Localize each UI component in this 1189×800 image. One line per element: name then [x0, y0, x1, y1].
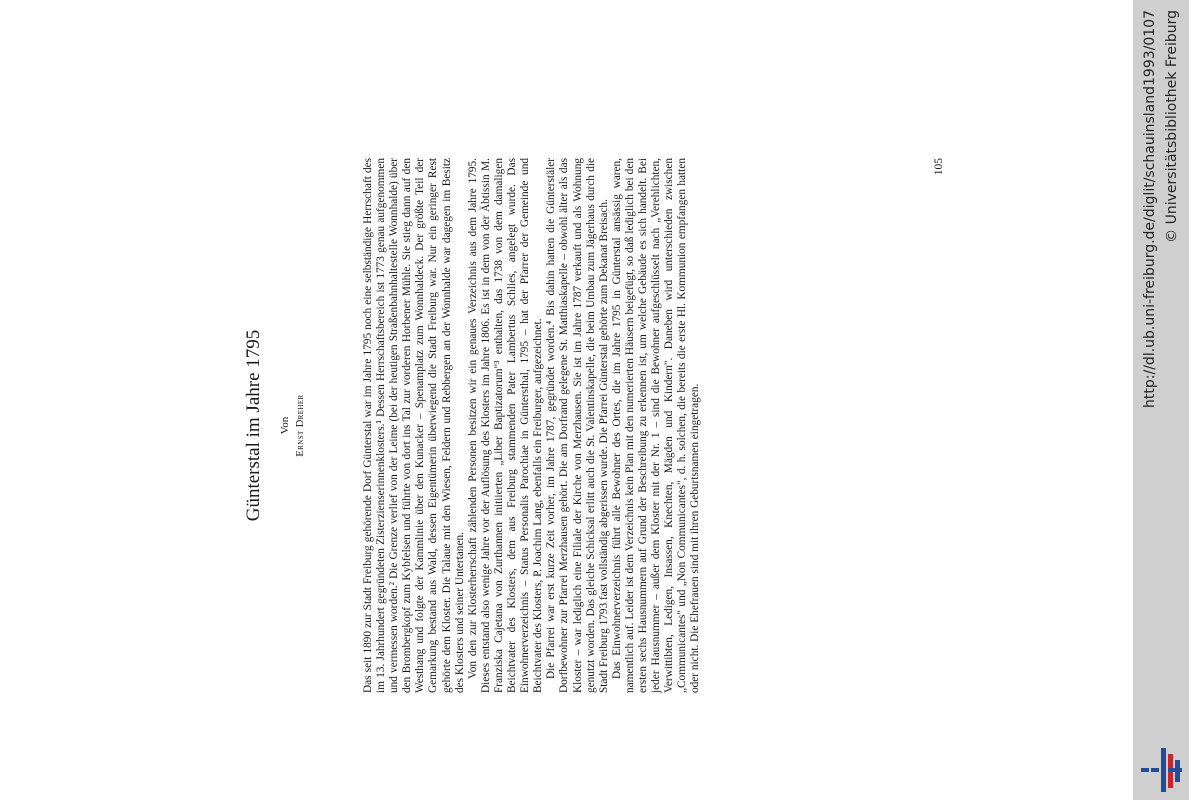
logo-bar-1 — [1141, 768, 1149, 772]
page-number: 105 — [933, 158, 945, 176]
ub-freiburg-logo-icon[interactable] — [1139, 746, 1185, 794]
logo-bar-3 — [1161, 748, 1166, 792]
paragraph-2: Von den zur Klosterherrschaft zählenden Personen besitzen wir ein genaues Verzeichnis aus dem Jahre 1795. Dieses entstand also wenige Jahre vor der Auflösung des Klosters im Jahre 1806. Es ist in dem von der Äbtissin M. Franziska Cajetana von Zurthannen initiierten „Liber Baptizatorum"³ enthalten, das 1738 von dem damaligen Beichtvater des Klosters, dem aus Freiburg stammenden Pater Lambertus Schlies, angelegt wurde. Das Einwohnerverzeichnis – Status Personalis Parochiae in Güntersthal, 1795 – hat der Pfarrer der Gemeinde und Beichtvater des Klosters, P. Joachim Lang, ebenfalls ein Freiburger, aufgezeichnet. — [466, 158, 545, 693]
article-author: Ernst Dreher — [295, 394, 306, 457]
paragraph-4: Das Einwohnerverzeichnis führt alle Bewohner des Ortes, die im Jahre 1795 in Günterstal ansässig waren, namentlich auf. Leider ist dem Verzeichnis kein Plan mit den numerierten Häusern beigefügt, so daß lediglich bei den ersten sechs Hausnummern auf Grund der Beschreibung zu erkennen ist, um welche Gebäude es sich handelt. Bei jeder Hausnummer – außer dem Kloster mit der Nr. 1 – sind die Bewohner aufgeschlüsselt nach „Verehlichten, Verwittibten, Ledigen, Insassen, Knechten, Mägden und Kindern". Daneben wird unterschieden zwischen „Communicantes" und „Non Communicantes", d. h. solchen, die bereits die erste Hl. Kommunion empfangen hatten oder nicht. Die Ehefrauen sind mit ihren Geburtsnamen eingetragen. — [610, 158, 702, 693]
article-byline: Von — [279, 416, 291, 435]
article-body — [362, 158, 702, 693]
source-url-link[interactable]: http://dl.ub.uni-freiburg.de/diglit/schauinsland1993/0107 — [1142, 10, 1158, 408]
scanned-page — [240, 158, 960, 693]
logo-bar-2 — [1151, 768, 1159, 772]
paragraph-3: Die Pfarrei war erst kurze Zeit vorher, im Jahre 1787, gegründet worden.⁴ Bis dahin hatten die Günterstäler Dorfbewohner zur Pfarrei Merzhausen gehört. Die am Dorfrand gelegene St. Matthiaskapelle – obwohl älter als das Kloster – war lediglich eine Filiale der Kirche von Merzhausen. Sie ist im Jahre 1787 verkauft und als Wohnung genutzt worden. Das gleiche Schicksal erlitt auch die St. Valentinskapelle, die beim Umbau zum Jägerhaus durch die Stadt Freiburg 1793 fast vollständig abgerissen wurde. Die Pfarrei Günterstal gehörte zum Dekanat Breisach. — [545, 158, 610, 693]
logo-bar-6 — [1168, 768, 1182, 772]
paragraph-1: Das seit 1890 zur Stadt Freiburg gehörende Dorf Günterstal war im Jahre 1795 noch eine selbständige Herrschaft des im 13. Jahrhundert gegründeten Zisterzienserinnenklosters.¹ Dessen Herrschaftsbereich ist 1773 genau aufgenommen und vermessen worden.² Die Grenze verlief von der Leime (bei der heutigen Straßenbahnhaltestelle Wonnhalde) über den Brombergkopf zum Kybfelsen und führte von dort ins Tal zur vorderen Horbener Mühle. Sie stieg dann auf den Westhang und folgte der Kammlinie über den Kunacker – Spenamplatz zum Wonnhaldeck. Der größte Teil der Gemarkung bestand aus Wald, dessen Eigentümerin überwiegend die Stadt Freiburg war. Nur ein geringer Rest gehörte dem Kloster. Die Talaue mit den Wiesen, Feldern und Rebbergen an der Wonnhalde war dagegen im Besitz des Klosters und seiner Untertanen. — [362, 158, 466, 693]
copyright-notice: © Universitätsbibliothek Freiburg — [1164, 10, 1180, 243]
sidebar-text — [1133, 0, 1189, 800]
article-title: Günterstal im Jahre 1795 — [243, 329, 264, 522]
